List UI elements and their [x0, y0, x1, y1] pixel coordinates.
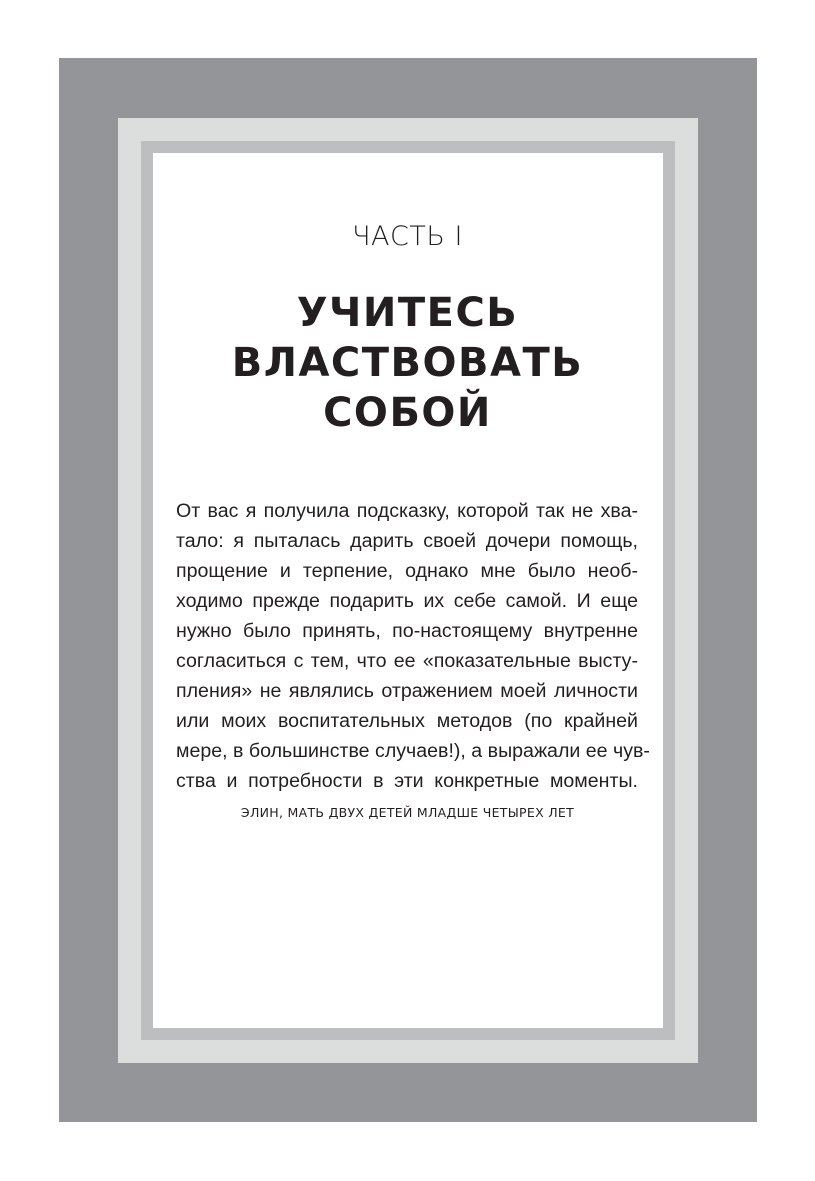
quote-attribution: ЭЛИН, МАТЬ ДВУХ ДЕТЕЙ МЛАДШЕ ЧЕТЫРЕХ ЛЕТ	[240, 805, 575, 820]
quote-line: От вас я получила подсказку, которой так не хва-	[176, 500, 638, 522]
epigraph-quote	[176, 496, 650, 796]
title-line: УЧИТЕСЬ	[296, 290, 519, 336]
quote-line: прощение и терпение, однако мне было необ-	[176, 560, 638, 582]
quote-line: согласиться с тем, что ее «показательные высту-	[176, 650, 638, 672]
title-line: СОБОЙ	[323, 390, 492, 436]
quote-line: мере, в большинстве случаев!), а выражали ее чув-	[176, 740, 650, 762]
title-line: ВЛАСТВОВАТЬ	[231, 340, 584, 386]
quote-line: или моих воспитательных методов (по крайней	[176, 710, 638, 732]
part-label: ЧАСТЬ I	[352, 221, 463, 252]
quote-line: ства и потребности в эти конкретные моменты.	[176, 770, 638, 792]
quote-line: тало: я пыталась дарить своей дочери помощь,	[176, 530, 638, 552]
quote-line: нужно было принять, по-настоящему внутренне	[176, 620, 638, 642]
quote-line: пления» не являлись отражением моей личности	[176, 680, 638, 702]
part-title	[0, 288, 815, 438]
quote-line: ходимо прежде подарить их себе самой. И еще	[176, 590, 638, 612]
